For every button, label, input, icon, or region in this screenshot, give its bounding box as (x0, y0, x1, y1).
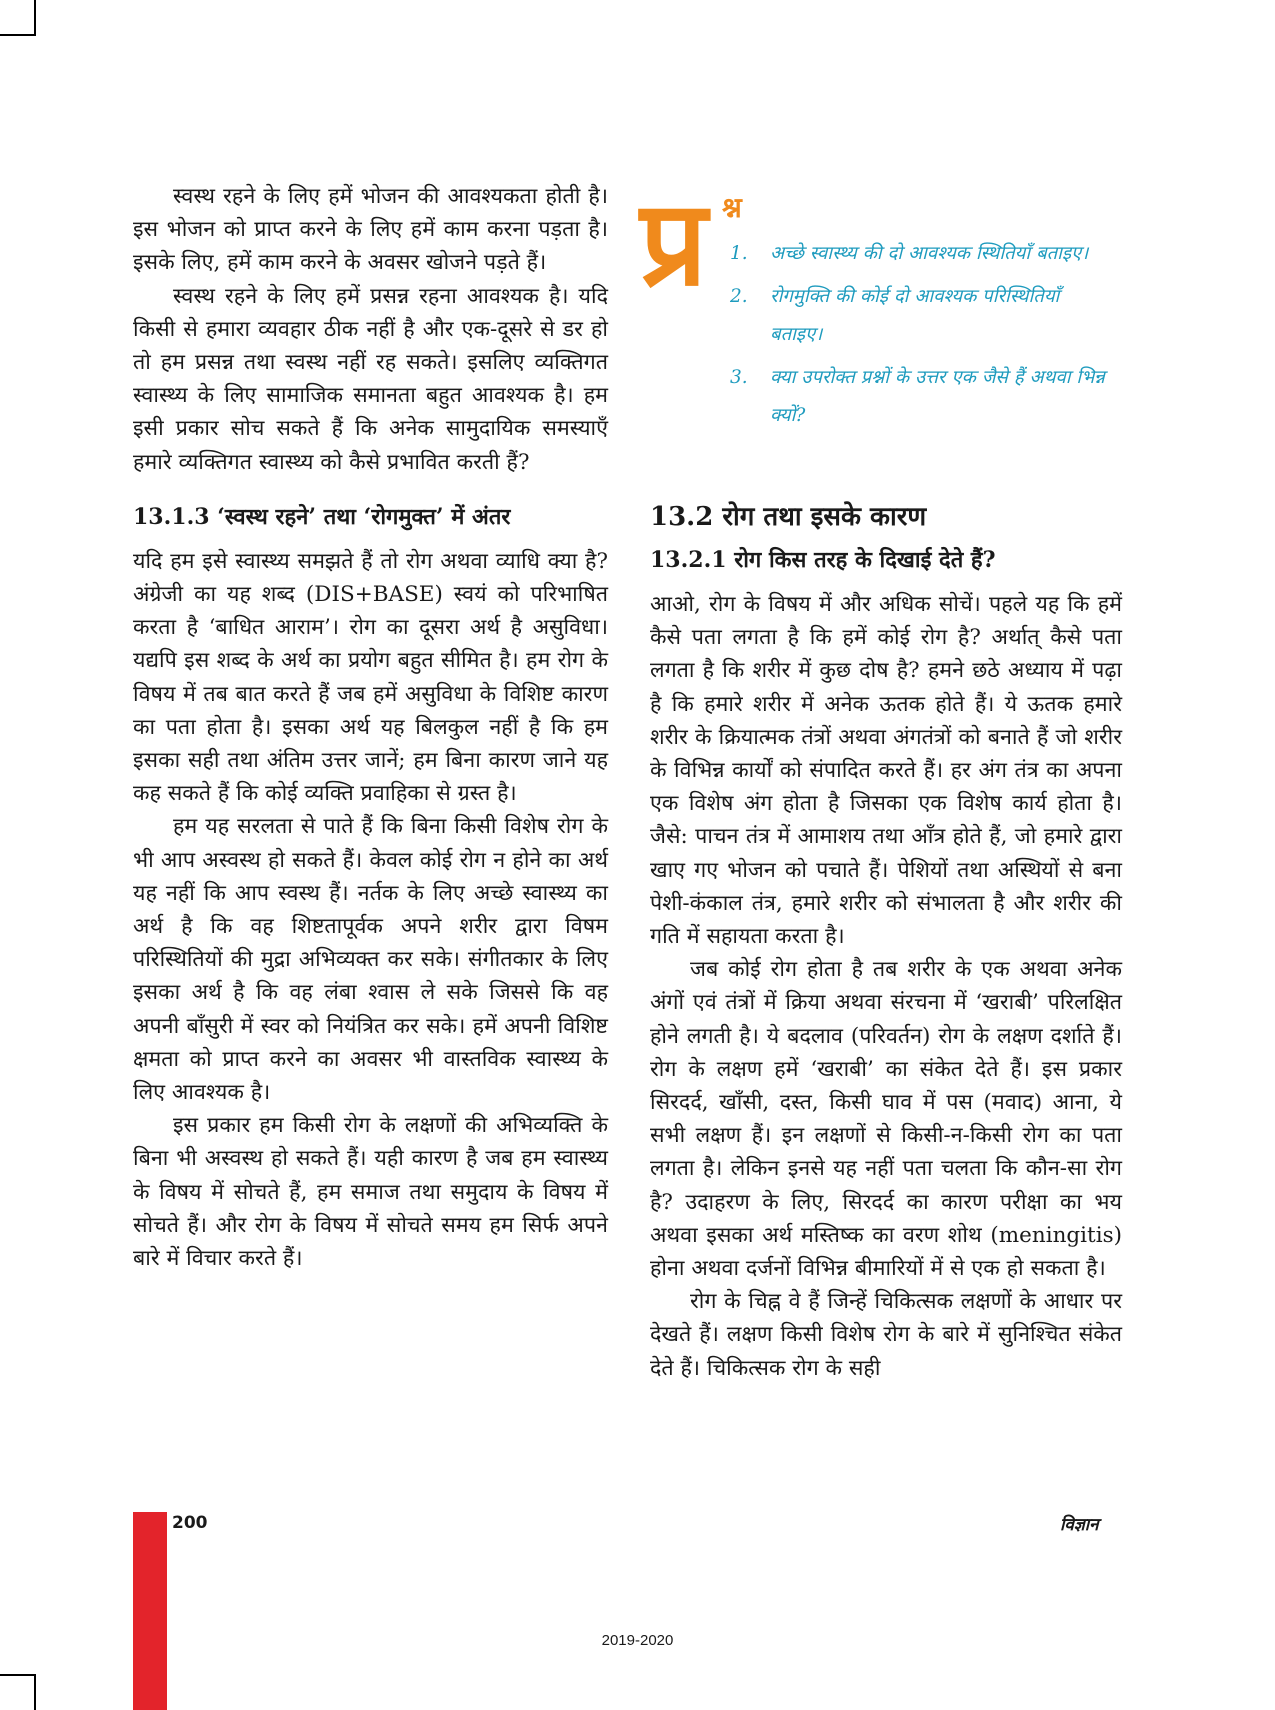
subject-label: विज्ञान (1060, 1515, 1099, 1535)
paragraph: हम यह सरलता से पाते हैं कि बिना किसी विशेष रोग के भी आप अस्वस्थ हो सकते हैं। केवल कोई रोग न होने का अर्थ यह नहीं कि आप स्वस्थ हैं। नर्तक के लिए अच्छे स्वास्थ्य का अर्थ है कि वह शिष्टतापूर्वक अपने शरीर द्वारा विषम परिस्थितियों की मुद्रा अभिव्यक्त कर सके। संगीतकार के लिए इसका अर्थ है कि वह लंबा श्वास ले सके जिससे कि वह अपनी बाँसुरी में स्वर को नियंत्रित कर सके। हमें अपनी विशिष्ट क्षमता को प्राप्त करने का अवसर भी वास्तविक स्वास्थ्य के लिए आवश्यक है। (133, 814, 608, 1106)
crop-mark-bottom-h (0, 1674, 36, 1676)
crop-mark-top-h (0, 34, 36, 36)
question-number: 3. (730, 367, 748, 388)
paragraph: स्वस्थ रहने के लिए हमें प्रसन्न रहना आवश्यक है। यदि किसी से हमारा व्यवहार ठीक नहीं है और एक-दूसरे से डर हो तो हम प्रसन्न तथा स्वस्थ नहीं रह सकते। इसलिए व्यक्तिगत स्वास्थ्य के लिए सामाजिक समानता बहुत आवश्यक है। हम इसी प्रकार सोच सकते हैं कि अनेक सामुदायिक समस्याएँ हमारे व्यक्तिगत स्वास्थ्य को कैसे प्रभावित करती हैं? (133, 283, 608, 475)
question-item (730, 359, 1115, 435)
questions-box (640, 174, 1120, 480)
question-item (730, 278, 1115, 354)
paragraph: यदि हम इसे स्वास्थ्य समझते हैं तो रोग अथवा व्याधि क्या है? अंग्रेजी का यह शब्द (DIS+BASE) स्वयं को परिभाषित करता है ‘बाधित आराम’। रोग का दूसरा अर्थ है असुविधा। यद्यपि इस शब्द के अर्थ का प्रयोग बहुत सीमित है। हम रोग के विषय में तब बात करते हैं जब हमें असुविधा के विशिष्ट कारण का पता होता है। इसका अर्थ यह बिलकुल नहीं है कि हम इसका सही तथा अंतिम उत्तर जानें; हम बिना कारण जाने यह कह सकते हैं कि कोई व्यक्ति प्रवाहिका से ग्रस्त है। (133, 548, 608, 807)
section-heading-sub: 13.2.1 रोग किस तरह के दिखाई देते हैं? (650, 547, 996, 573)
crop-mark-bottom-v (34, 1674, 36, 1710)
question-number: 1. (730, 243, 748, 264)
questions-title: श्न (722, 191, 742, 224)
section-heading-main: 13.2 रोग तथा इसके कारण (650, 502, 927, 532)
question-text: रोगमुक्ति की कोई दो आवश्यक परिस्थितियाँ बताइए। (770, 286, 1060, 345)
question-number: 2. (730, 286, 748, 307)
crop-mark-top-v (34, 0, 36, 36)
section-heading: 13.1.3 ‘स्वस्थ रहने’ तथा ‘रोगमुक्त’ में अंतर (133, 503, 511, 530)
question-text: अच्छे स्वास्थ्य की दो आवश्यक स्थितियाँ बताइए। (770, 243, 1089, 264)
right-column (650, 588, 1122, 1385)
page-number: 200 (172, 1513, 208, 1533)
question-item (730, 235, 1115, 273)
paragraph: जब कोई रोग होता है तब शरीर के एक अथवा अनेक अंगों एवं तंत्रों में क्रिया अथवा संरचना में ‘खराबी’ परिलक्षित होने लगती है। ये बदलाव (परिवर्तन) रोग के लक्षण दर्शाते हैं। रोग के लक्षण हमें ‘खराबी’ का संकेत देते हैं। इस प्रकार सिरदर्द, खाँसी, दस्त, किसी घाव में पस (मवाद) आना, ये सभी लक्षण हैं। इन लक्षणों से किसी-न-किसी रोग का पता लगता है। लेकिन इनसे यह नहीं पता चलता कि कौन-सा रोग है? उदाहरण के लिए, सिरदर्द का कारण परीक्षा का भय अथवा इसका अर्थ मस्तिष्क का वरण शोथ (meningitis) होना अथवा दर्जनों विभिन्न बीमारियों में से एक हो सकता है। (650, 957, 1122, 1282)
questions-list (730, 235, 1115, 440)
footer-red-bar (133, 1512, 167, 1710)
paragraph: स्वस्थ रहने के लिए हमें भोजन की आवश्यकता होती है। इस भोजन को प्राप्त करने के लिए हमें काम करना पड़ता है। इसके लिए, हमें काम करने के अवसर खोजने पड़ते हैं। (133, 184, 608, 276)
paragraph: आओ, रोग के विषय में और अधिक सोचें। पहले यह कि हमें कैसे पता लगता है कि हमें कोई रोग है? अर्थात् कैसे पता लगता है कि शरीर में कुछ दोष है? हमने छठे अध्याय में पढ़ा है कि हमारे शरीर में अनेक ऊतक होते हैं। ये ऊतक हमारे शरीर के क्रियात्मक तंत्रों अथवा अंगतंत्रों को बनाते हैं जो शरीर के विभिन्न कार्यों को संपादित करते हैं। हर अंग तंत्र का अपना एक विशेष अंग होता है जिसका एक विशेष कार्य होता है। जैसे: पाचन तंत्र में आमाशय तथा आँत्र होते हैं, जो हमारे द्वारा खाए गए भोजन को पचाते हैं। पेशियों तथा अस्थियों से बना पेशी-कंकाल तंत्र, हमारे शरीर को संभालता है और शरीर की गति में सहायता करता है। (650, 592, 1122, 950)
question-text: क्या उपरोक्त प्रश्नों के उत्तर एक जैसे हैं अथवा भिन्न क्यों? (770, 367, 1105, 426)
left-column (133, 180, 608, 1275)
questions-drop-letter: प्र (640, 174, 708, 312)
paragraph: रोग के चिह्न वे हैं जिन्हें चिकित्सक लक्षणों के आधार पर देखते हैं। लक्षण किसी विशेष रोग के बारे में सुनिश्चित संकेत देते हैं। चिकित्सक रोग के सही (650, 1289, 1122, 1381)
paragraph: इस प्रकार हम किसी रोग के लक्षणों की अभिव्यक्ति के बिना भी अस्वस्थ हो सकते हैं। यही कारण है जब हम स्वास्थ्य के विषय में सोचते हैं, हम समाज तथा समुदाय के विषय में सोचते हैं। और रोग के विषय में सोचते समय हम सिर्फ अपने बारे में विचार करते हैं। (133, 1113, 608, 1272)
year-label: 2019-2020 (601, 1632, 674, 1649)
